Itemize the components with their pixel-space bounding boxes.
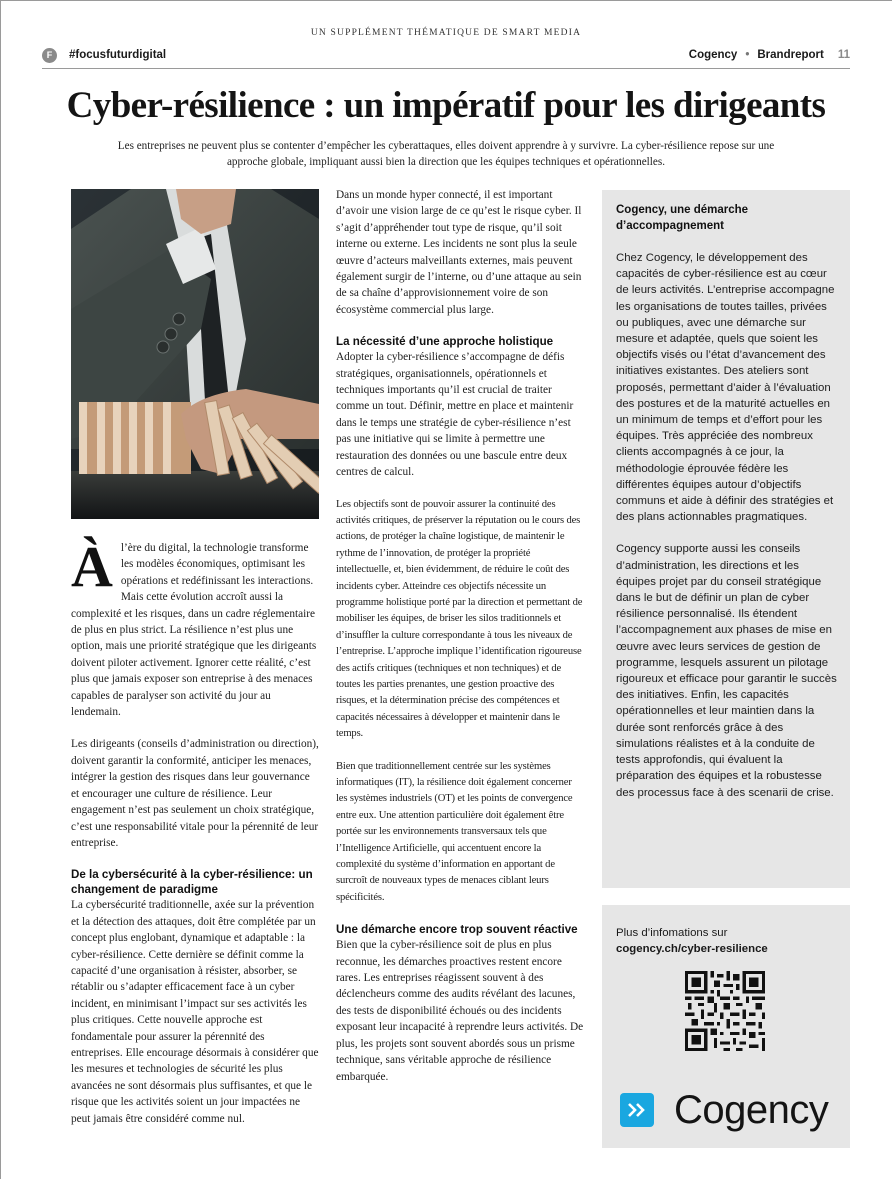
cogency-wordmark: Cogency bbox=[674, 1088, 829, 1132]
intro-paragraph bbox=[71, 534, 319, 720]
left-column bbox=[71, 534, 319, 1127]
supplement-label: UN SUPPLÉMENT THÉMATIQUE DE SMART MEDIA bbox=[310, 28, 582, 38]
risk-vision-paragraph: Dans un monde hyper connecté, il est important d’avoir une vision large de ce qu’est le risque cyber. Il s’agit d’appréhender tout type de risque, qu’il soit interne ou externe. Les incidents ne sont plus la seule œuvre d’acteurs malveillants externes, mais peuvent également surgir de l’interne, ou d’une attaque au sein de sa chaîne d’approvisionnement voire de son écosystème commercial plus large. bbox=[336, 189, 582, 316]
qr-code-icon[interactable] bbox=[685, 971, 765, 1051]
cogency-sidebar bbox=[602, 190, 850, 888]
domino-businessman-image bbox=[71, 189, 319, 519]
holistic-paragraph: Adopter la cyber-résilience s’accompagne de défis stratégiques, organisationnels, opérationnels et techniques importants qu’il est crucial de traiter comme un tout. Définir, mettre en place et maintenir dans le temps une stratégie de cyber-résilience n’est pas une initiative qui se limite à permettre une restauration des données ou une bascule entre deux centres de calcul. bbox=[336, 351, 574, 479]
section-name: Brandreport bbox=[757, 49, 824, 61]
brand-name: Cogency bbox=[688, 49, 738, 61]
article-photo bbox=[71, 189, 319, 519]
info-intro: Plus d’infomations sur bbox=[616, 927, 728, 939]
article-lede: Les entreprises ne peuvent plus se contenter d’empêcher les cyberattaques, elles doivent apprendre à y survivre. La cyber-résilience repose sur une approche globale, impliquant aussi bien la direction que les équipes techniques et opérationnelles. bbox=[117, 140, 775, 168]
section-heading-reactive: Une démarche encore trop souvent réactive bbox=[336, 923, 578, 937]
hashtag-group bbox=[42, 48, 166, 63]
paradigm-paragraph: La cybersécurité traditionnelle, axée sur la prévention et la détection des attaques, doit être complétée par un concept plus englobant, dynamique et adaptable : la cyber-résilience. Cette dernière se définit comme la capacité d’une organisation à résister, absorber, se rétablir ou s’adapter efficacement face à un cyber incident, en minimisant l’impact sur ses activités les plus critiques. Cette nouvelle approche est fondamentale pour assurer la pérennité des entreprises. Elle encourage désormais à considérer que les mesures et technologies de sécurité les plus avancées ne sont désormais plus suffisantes, et que le risque que les activités soient un jour impactées ne peut jamais être considéré comme nul. bbox=[71, 899, 319, 1125]
sidebar-paragraph-1: Chez Cogency, le développement des capacités de cyber-résilience est au cœur de leurs activités. L’entreprise accompagne les organisations de toutes tailles, privées ou publiques, avec une démarche sur mesure et adaptée, quels que soient les objectifs visés ou l’état d’avancement des initiatives existantes. Des ateliers sont proposés, permettant d’aider à l’évaluation des postures et de la maturité actuelles en un minimum de temps et d’effort pour les équipes. Très appréciée des nombreux clients accompagnés à ce jour, la méthodologie éprouvée fédère les différentes équipes autour d’objectifs communs et aide à définir des stratégies et des plans actionnables pragmatiques. bbox=[616, 252, 835, 524]
brandreport-label bbox=[689, 49, 850, 61]
hashtag-link[interactable]: #focusfuturdigital bbox=[69, 49, 167, 61]
sidebar-paragraph-2: Cogency supporte aussi les conseils d’administration, les directions et les équipes projet par du conseil stratégique dans le but de définir un plan de cyber résilience personnalisé. Ils étendent l’accompagnement aux phases de mise en œuvre avec leurs services de gestion de programme, lesquels assurent un pilotage rigoureux et efficace pour garantir le succès des initiatives. Enfin, les capacités opérationnelles et leur maintien dans la durée sont renforcés grâce à des simulations réalistes et à la conduite de tests approfondis, qui évaluent la préparation des équipes et la robustesse des processus face à des scenarii de crise. bbox=[616, 543, 837, 799]
separator-dot: • bbox=[745, 49, 750, 61]
it-ot-paragraph: Bien que traditionnellement centrée sur les systèmes informatiques (IT), la résilience doit également concerner les systèmes industriels (OT) et les points de convergence entre eux. Une attention particulière doit également être portée sur les environnements transversaux tels que l’Intelligence Artificielle, qui accentuent encore la complexité du système d’information en apportant de surcroît de nouveaux types de menaces ciblant leurs spécificités. bbox=[336, 760, 573, 903]
section-heading-paradigm: De la cybersécurité à la cyber-résilience: un changement de paradigme bbox=[71, 868, 313, 897]
sidebar-heading: Cogency, une démarche d’accompagnement bbox=[616, 204, 749, 232]
objectives-paragraph: Les objectifs sont de pouvoir assurer la continuité des activités critiques, de préserver la réputation ou le cours des actions, de protéger la chaîne logistique, de maintenir le rythme de l’innovation, de protéger la propriété intellectuelle, et, bien évidemment, de réduire le coût des incidents cyber. Atteindre ces objectifs nécessite un programme holistique porté par la direction et permettant de mobiliser les équipes, de briser les silos traditionnels et d’insuffler la culture correspondante à tous les niveaux de l’entreprise. L’approche implique l’identification rigoureuse des actifs critiques (techniques et non techniques) et de toutes les parties prenantes, une gestion proactive des risques, et la détermination précise des compétences et capacités nécessaires à développer et maintenir dans le temps. bbox=[336, 498, 583, 740]
focus-badge-icon: F bbox=[42, 48, 57, 63]
header-divider bbox=[42, 68, 850, 69]
article-title: Cyber-résilience : un impératif pour les dirigeants bbox=[66, 85, 826, 126]
section-heading-holistic: La nécessité d’une approche holistique bbox=[336, 335, 554, 349]
info-url-link[interactable]: cogency.ch/cyber-resilience bbox=[616, 943, 768, 955]
cogency-chevrons-icon bbox=[620, 1093, 654, 1127]
drop-cap: À bbox=[71, 534, 113, 599]
info-box bbox=[602, 905, 850, 1148]
middle-column bbox=[336, 187, 584, 1085]
page-header bbox=[42, 45, 850, 65]
cogency-logo bbox=[620, 1090, 828, 1130]
intro-text: l’ère du digital, la technologie transforme les modèles économiques, optimisant les opérations et redéfinissant les interactions. Mais cette évolution accroît aussi la complexité et les risques, dans un cadre réglementaire de plus en plus strict. La résilience n’est plus une option, mais une priorité stratégique que les dirigeants doivent piloter activement. Ignorer cette réalité, c’est plus que jamais exposer son entreprise à des menaces capables de paralyser son activité du jour au lendemain. bbox=[71, 542, 317, 719]
leaders-paragraph: Les dirigeants (conseils d’administration ou direction), doivent garantir la conformité, anticiper les menaces, intégrer la gestion des risques dans leur gouvernance et encourager une culture de résilience. Leur engagement n’est pas seulement un choix stratégique, c’est une responsabilité vitale pour la pérennité de leur entreprise. bbox=[71, 738, 319, 849]
reactive-paragraph: Bien que la cyber-résilience soit de plus en plus reconnue, les démarches proactives restent encore rares. Les entreprises réagissent souvent à des déclencheurs comme des audits révélant des lacunes, des tests de disponibilité échoués ou des incidents exposant leur incapacité à reprendre leurs activités. De plus, les projets sont souvent abordés sous un prisme technique, sans véritable approche de résilience embarquée. bbox=[336, 939, 584, 1083]
page-number: 11 bbox=[837, 49, 850, 61]
